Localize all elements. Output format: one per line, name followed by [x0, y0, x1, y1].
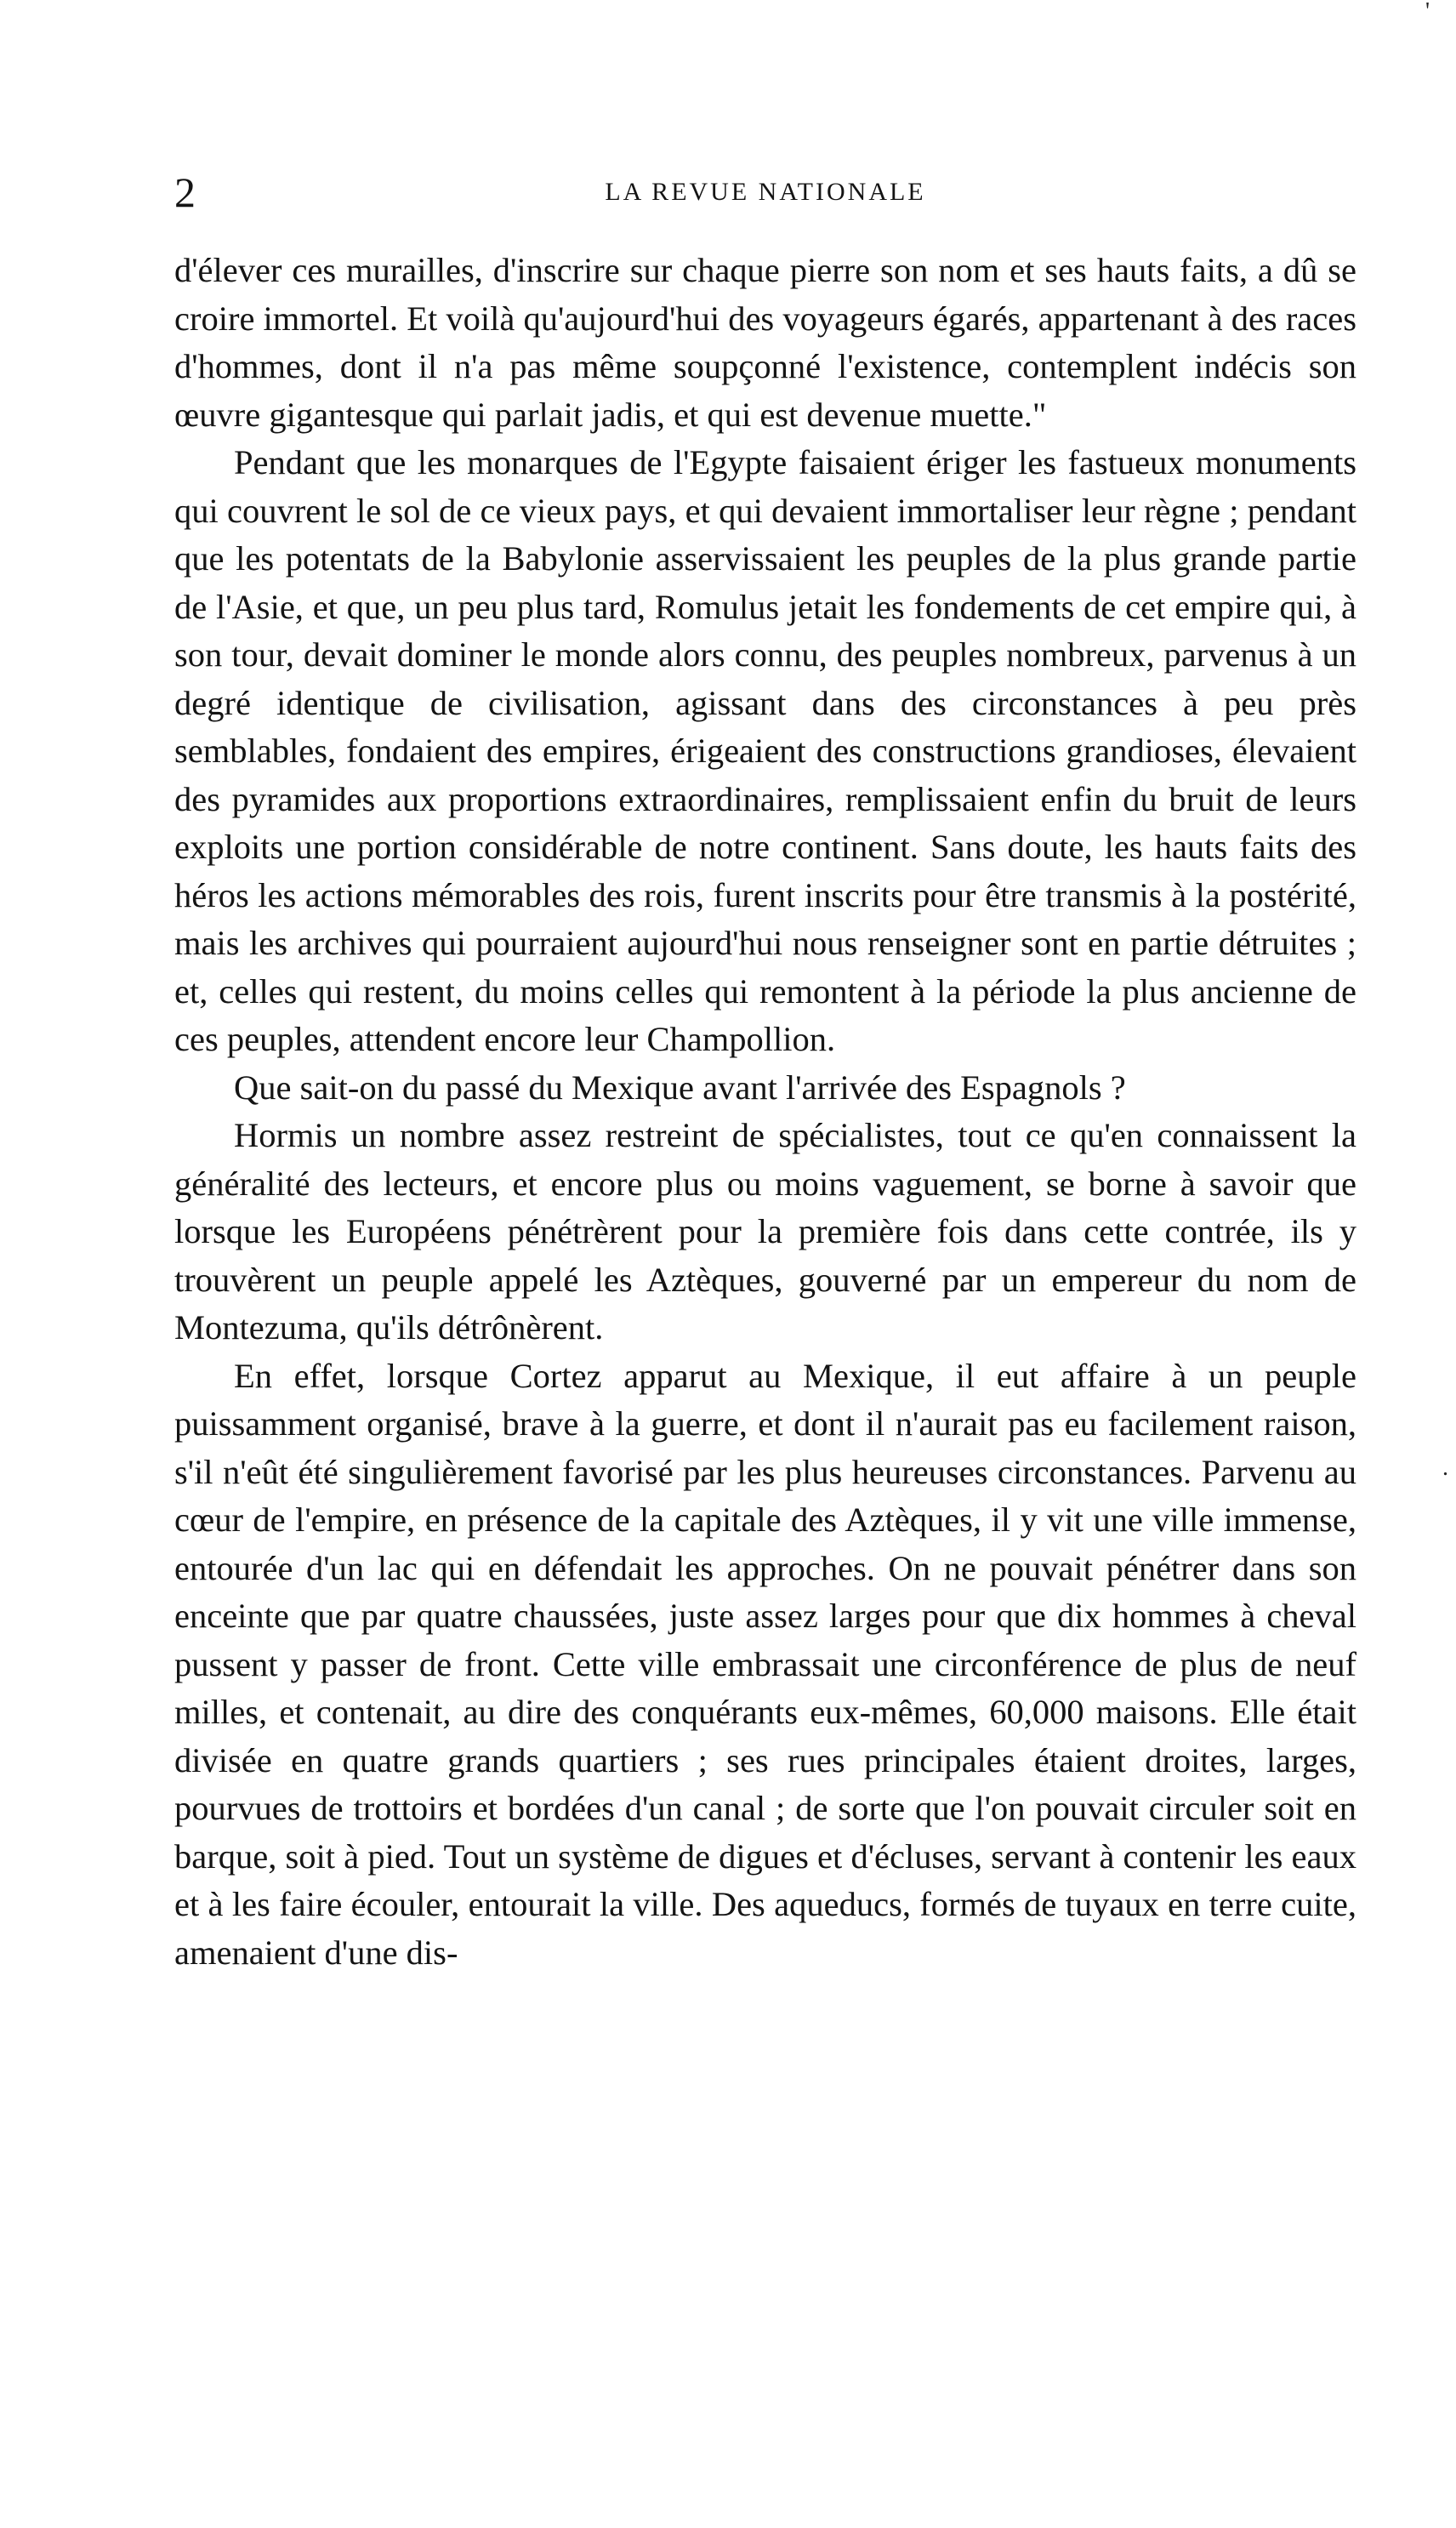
paragraph-continuation: d'élever ces murailles, d'inscrire sur chaque pierre son nom et ses hauts faits, a dû se croire immortel. Et voilà qu'aujourd'hui des voyageurs égarés, appartenant à des races d'hommes, dont il n'a pas même soupçonné l'existence, contemplent indécis son œuvre gigantesque qui parlait jadis, et qui est devenue muette." [174, 251, 1356, 434]
margin-mark-top: ' [1425, 0, 1430, 25]
paragraph-cortez: En effet, lorsque Cortez apparut au Mexique, il eut affaire à un peuple puissamment organisé, brave à la guerre, et dont il n'aurait pas eu facilement raison, s'il n'eût été singulièrement favorisé par les plus heureuses circonstances. Parvenu au cœur de l'empire, en présence de la capitale des Aztèques, il y vit une ville immense, entourée d'un lac qui en défendait les approches. On ne pouvait pénétrer dans son enceinte que par quatre chaussées, juste assez larges pour que dix hommes à cheval pussent y passer de front. Cette ville embrassait une circonférence de plus de neuf milles, et contenait, au dire des conquérants eux-mêmes, 60,000 maisons. Elle était divisée en quatre grands quartiers ; ses rues principales étaient droites, larges, pourvues de trottoirs et bordées d'un canal ; de sorte que l'on pouvait circuler soit en barque, soit à pied. Tout un système de digues et d'écluses, servant à contenir les eaux et à les faire écouler, entourait la ville. Des aqueducs, formés de tuyaux en terre cuite, amenaient d'une dis- [174, 1356, 1356, 1972]
paragraph-aztecs: Hormis un nombre assez restreint de spécialistes, tout ce qu'en connaissent la généralité des lecteurs, et encore plus ou moins vaguement, se borne à savoir que lorsque les Européens pénétrèrent pour la première fois dans cette contrée, ils y trouvèrent un peuple appelé les Aztèques, gouverné par un empereur du nom de Montezuma, qu'ils détrônèrent. [174, 1116, 1356, 1347]
margin-mark-side: . [1442, 1455, 1448, 1481]
running-title: LA REVUE NATIONALE [605, 178, 926, 206]
page-header [174, 167, 1356, 218]
paragraph-monuments: Pendant que les monarques de l'Egypte faisaient ériger les fastueux monuments qui couvrent le sol de ce vieux pays, et qui devaient immortaliser leur règne ; pendant que les potentats de la Babylonie asservissaient les peuples de la plus grande partie de l'Asie, et que, un peu plus tard, Romulus jetait les fondements de cet empire qui, à son tour, devait dominer le monde alors connu, des peuples nombreux, parvenus à un degré identique de civilisation, agissant dans des circonstances à peu près semblables, fondaient des empires, érigeaient des constructions grandioses, élevaient des pyramides aux proportions extraordinaires, remplissaient enfin du bruit de leurs exploits une portion considérable de notre continent. Sans doute, les hauts faits des héros les actions mémorables des rois, furent inscrits pour être transmis à la postérité, mais les archives qui pourraient aujourd'hui nous renseigner sont en partie détruites ; et, celles qui restent, du moins celles qui remontent à la période la plus ancienne de ces peuples, attendent encore leur Champollion. [174, 443, 1356, 1058]
body-text [174, 247, 1356, 1977]
paragraph-question: Que sait-on du passé du Mexique avant l'arrivée des Espagnols ? [234, 1068, 1126, 1107]
page-number: 2 [174, 168, 196, 216]
